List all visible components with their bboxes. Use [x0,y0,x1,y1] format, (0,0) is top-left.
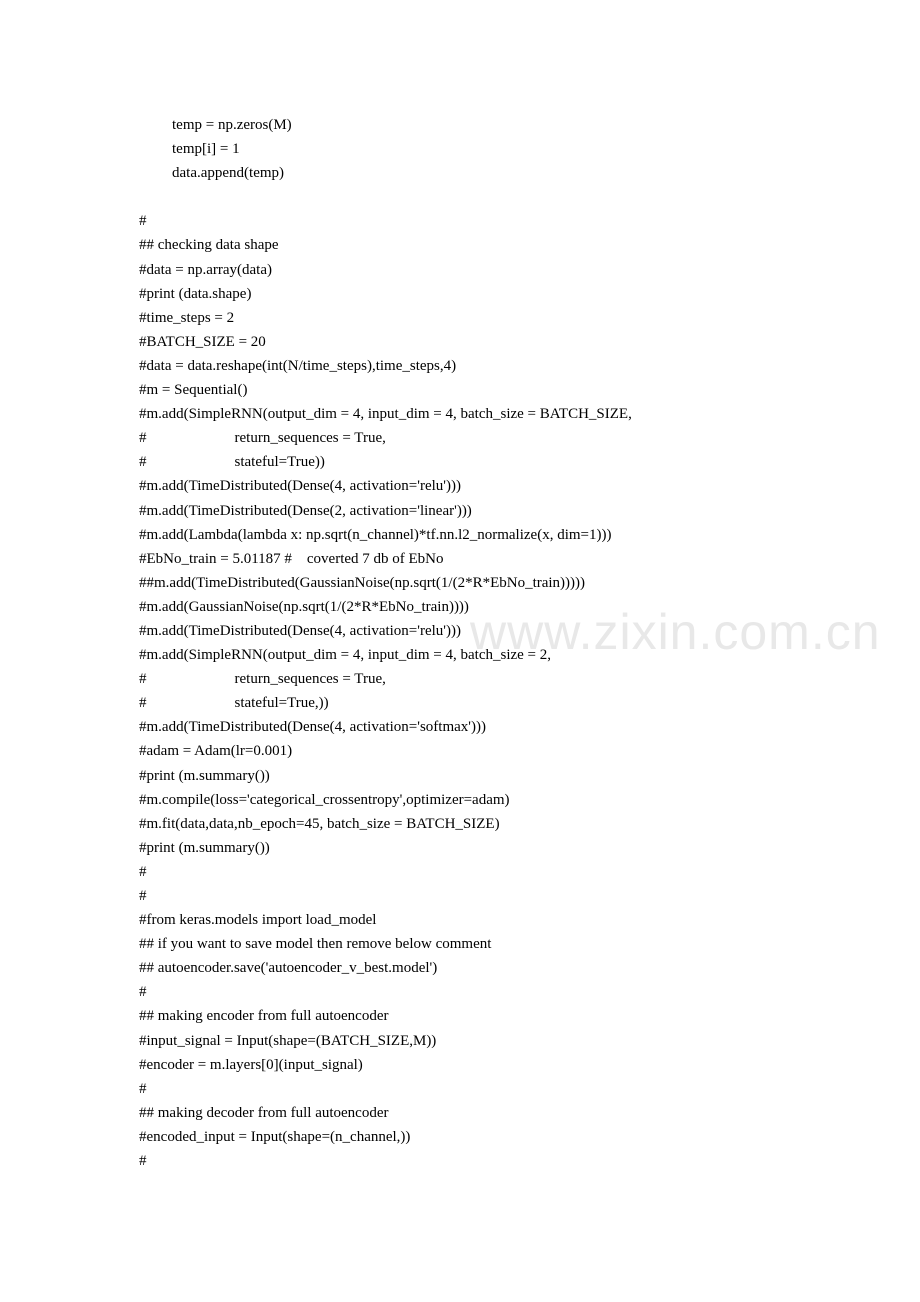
code-line: #m.add(TimeDistributed(Dense(4, activation='softmax'))) [139,719,486,736]
code-line: #adam = Adam(lr=0.001) [139,743,293,760]
code-line: #m.add(SimpleRNN(output_dim = 4, input_dim = 4, batch_size = 2, [139,647,552,664]
watermark: www.zixin.com.cn [470,604,881,660]
continuation-text: return_sequences = True, [234,430,386,447]
code-line: #data = np.array(data) [139,261,272,278]
comment-hash: # [139,454,147,471]
code-line: ## checking data shape [139,237,279,254]
code-line: #m.add(Lambda(lambda x: np.sqrt(n_channel)*tf.nn.l2_normalize(x, dim=1))) [139,526,612,543]
code-line: #print (data.shape) [139,285,252,302]
code-line: #m.fit(data,data,nb_epoch=45, batch_size = BATCH_SIZE) [139,815,500,832]
code-line: # [139,213,147,230]
code-line: # [139,984,147,1001]
code-line: # [139,863,147,880]
code-line: #m.add(GaussianNoise(np.sqrt(1/(2*R*EbNo_train)))) [139,598,469,615]
code-line: ## if you want to save model then remove below comment [139,936,492,953]
code-line [139,667,819,691]
continuation-text: return_sequences = True, [234,671,386,688]
code-line: #input_signal = Input(shape=(BATCH_SIZE,M)) [139,1032,437,1049]
code-line: temp = np.zeros(M) [172,117,292,133]
code-line: #m.add(TimeDistributed(Dense(2, activation='linear'))) [139,502,472,519]
blank-line [139,185,819,209]
code-line: ##m.add(TimeDistributed(GaussianNoise(np.sqrt(1/(2*R*EbNo_train))))) [139,574,586,591]
continuation-text: stateful=True,)) [234,695,329,712]
code-line: #m = Sequential() [139,382,248,399]
comment-hash: # [139,430,147,447]
code-line: # [139,888,147,904]
code-line: #data = data.reshape(int(N/time_steps),time_steps,4) [139,357,457,374]
code-line: #m.compile(loss='categorical_crossentropy',optimizer=adam) [139,791,510,808]
continuation-text: stateful=True)) [234,454,325,471]
code-line: #EbNo_train = 5.01187 # coverted 7 db of EbNo [139,550,444,567]
code-line [139,691,819,715]
code-line: data.append(temp) [172,165,285,182]
code-line: ## making encoder from full autoencoder [139,1008,389,1025]
code-line: #encoder = m.layers[0](input_signal) [139,1056,363,1073]
code-line [139,450,819,474]
code-line: #BATCH_SIZE = 20 [139,333,266,350]
code-line: #encoded_input = Input(shape=(n_channel,)) [139,1128,411,1145]
code-listing [139,113,819,1173]
code-line: #print (m.summary()) [139,839,270,856]
code-line: #time_steps = 2 [139,309,235,326]
code-line: # [139,1080,147,1097]
code-line: #m.add(TimeDistributed(Dense(4, activation='relu'))) [139,478,461,495]
code-line: # [139,1153,147,1170]
comment-hash: # [139,695,147,712]
code-line: #print (m.summary()) [139,767,270,784]
code-line: temp[i] = 1 [172,141,240,158]
code-line: #m.add(TimeDistributed(Dense(4, activation='relu'))) [139,622,461,639]
code-line: ## autoencoder.save('autoencoder_v_best.model') [139,960,438,977]
code-line: #from keras.models import load_model [139,912,377,929]
code-line [139,426,819,450]
code-line: #m.add(SimpleRNN(output_dim = 4, input_dim = 4, batch_size = BATCH_SIZE, [139,406,632,423]
code-line: ## making decoder from full autoencoder [139,1104,389,1121]
comment-hash: # [139,671,147,688]
